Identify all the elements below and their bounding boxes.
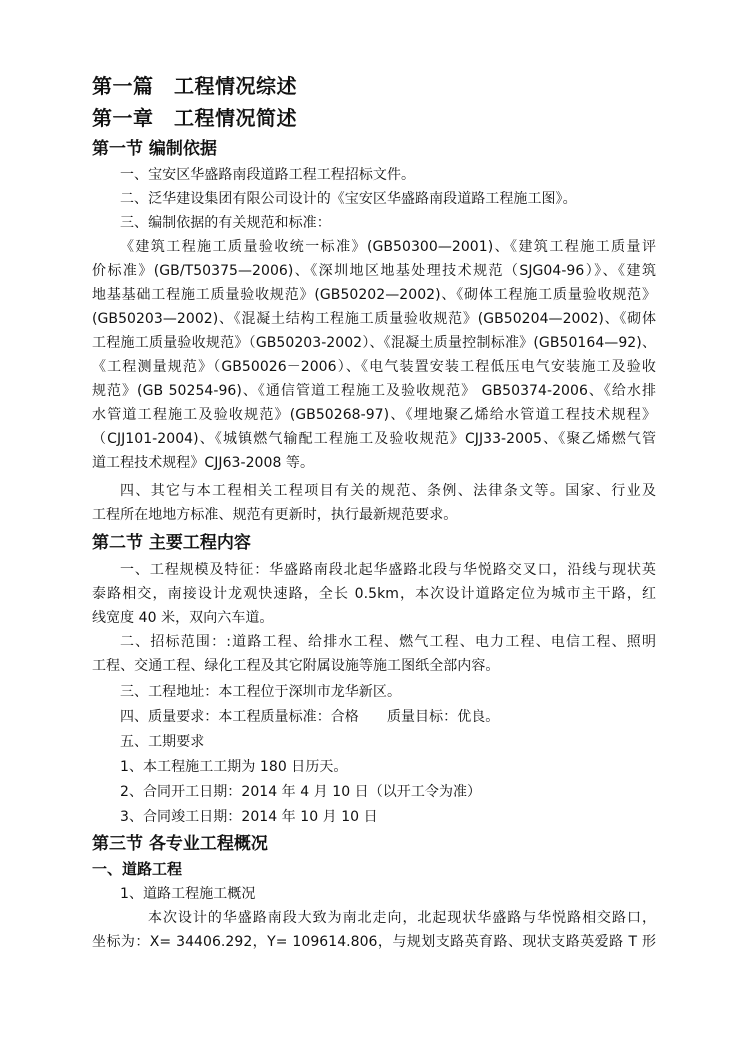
paragraph-item-1: 一、宝安区华盛路南段道路工程工程招标文件。	[120, 167, 416, 183]
project-scale-line-2: 泰路相交，南接设计龙观快速路，全长 0.5km，本次设计道路定位为城市主干路，红	[92, 586, 656, 602]
project-scale-line-1: 一、工程规模及特征：华盛路南段北起华盛路北段与华悦路交叉口，沿线与现状英	[120, 562, 656, 578]
bidding-scope-line-2: 工程、交通工程、绿化工程及其它附属设施等施工图纸全部内容。	[92, 658, 500, 674]
period-item-1: 1、本工程施工工期为 180 日历天。	[120, 759, 348, 775]
paragraph-item-4-line-2: 工程所在地地方标准、规范有更新时，执行最新规范要求。	[92, 507, 458, 523]
road-engineering-title: 一、道路工程	[92, 860, 183, 878]
period-item-2: 2、合同开工日期：2014 年 4 月 10 日（以开工令为准）	[120, 784, 482, 800]
period-requirement-title: 五、工期要求	[120, 734, 205, 750]
standards-line-8: 水管道工程施工及验收规范》(GB50268-97)、《埋地聚乙烯给水管道工程技术规程》	[92, 407, 656, 423]
chapter-title: 第一章 工程情况简述	[92, 106, 297, 130]
standards-line-2: 价标准》(GB/T50375—2006)、《深圳地区地基处理技术规范（SJG04-96）》、《建筑	[92, 263, 656, 279]
road-description-line-1: 本次设计的华盛路南段大致为南北走向，北起现状华盛路与华悦路相交路口，	[148, 910, 656, 926]
paragraph-item-4-line-1: 四、其它与本工程相关工程项目有关的规范、条例、法律条文等。国家、行业及	[120, 483, 656, 499]
standards-line-10: 道工程技术规程》CJJ63-2008 等。	[92, 455, 315, 471]
standards-line-4: (GB50203—2002)、《混凝土结构工程施工质量验收规范》(GB50204—2002)、《砌体	[92, 311, 656, 327]
section-title-main-content: 第二节 主要工程内容	[92, 533, 251, 553]
section-title-compilation-basis: 第一节 编制依据	[92, 139, 217, 159]
project-address: 三、工程地址：本工程位于深圳市龙华新区。	[120, 684, 401, 700]
standards-line-3: 地基基础工程施工质量验收规范》(GB50202—2002)、《砌体工程施工质量验收规范》	[92, 287, 656, 303]
paragraph-item-3: 三、编制依据的有关规范和标准：	[120, 215, 331, 231]
standards-line-1: 《建筑工程施工质量验收统一标准》(GB50300—2001)、《建筑工程施工质量评	[120, 239, 656, 255]
standards-line-7: 规范》(GB 50254-96)、《通信管道工程施工及验收规范》 GB50374-2006、《给水排	[92, 383, 656, 399]
paragraph-item-2: 二、泛华建设集团有限公司设计的《宝安区华盛路南段道路工程施工图》。	[120, 191, 577, 207]
bidding-scope-line-1: 二、招标范围：:道路工程、给排水工程、燃气工程、电力工程、电信工程、照明	[120, 634, 656, 650]
project-scale-line-3: 线宽度 40 米，双向六车道。	[92, 610, 274, 626]
standards-line-5: 工程施工质量验收规范》（GB50203-2002）、《混凝土质量控制标准》(GB50164—92)、	[92, 335, 656, 351]
standards-line-9: （CJJ101-2004)、《城镇燃气输配工程施工及验收规范》CJJ33-2005、《聚乙烯燃气管	[92, 431, 656, 447]
section-title-specialty-overview: 第三节 各专业工程概况	[92, 834, 268, 854]
part-title: 第一篇 工程情况综述	[92, 74, 297, 98]
quality-requirement: 四、质量要求：本工程质量标准：合格 质量目标：优良。	[120, 709, 500, 725]
road-description-line-2: 坐标为：X= 34406.292，Y= 109614.806，与规划支路英育路、现状支路英爱路 T 形	[92, 934, 656, 950]
road-overview-title: 1、道路工程施工概况	[120, 886, 256, 902]
period-item-3: 3、合同竣工日期：2014 年 10 月 10 日	[120, 809, 378, 825]
standards-line-6: 《工程测量规范》（GB50026－2006）、《电气装置安装工程低压电气安装施工及验收	[92, 359, 656, 375]
